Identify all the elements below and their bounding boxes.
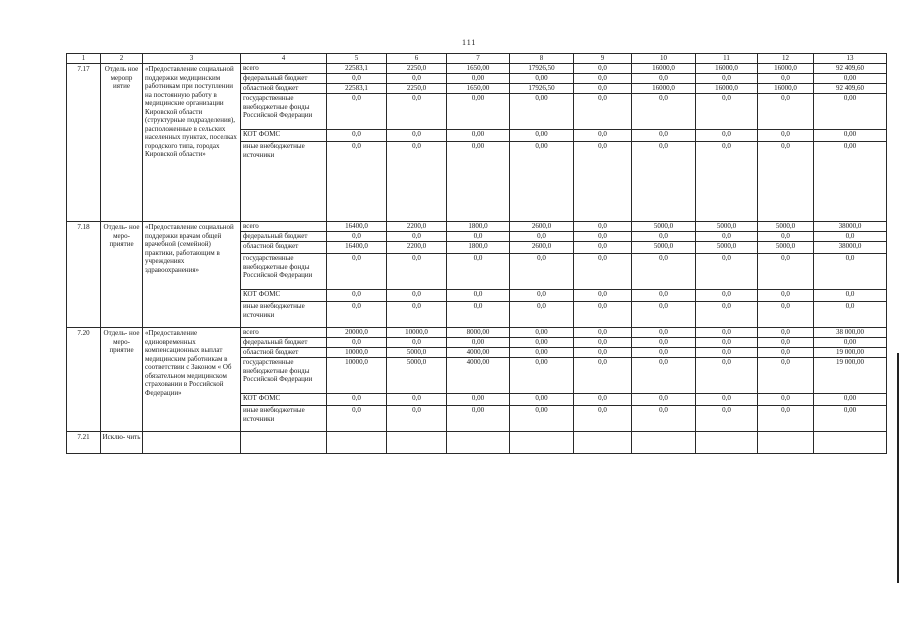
amount-cell: 0,00 [447,394,510,406]
amount-cell: 5000,0 [696,242,758,254]
budget-table [66,53,887,454]
amount-cell: 0,0 [696,74,758,84]
empty-cell [143,432,241,454]
amount-cell: 0,0 [696,328,758,338]
header-row [67,54,887,64]
amount-cell: 0,0 [327,74,387,84]
table-row [67,328,887,338]
header-cell: 5 [327,54,387,64]
header-cell: 8 [510,54,574,64]
funding-source: КОТ ФОМС [241,130,327,142]
amount-cell: 0,0 [574,222,632,232]
amount-cell: 2600,0 [510,242,574,254]
empty-cell [632,432,696,454]
funding-source: всего [241,222,327,232]
funding-source: государственные внебюджетные фонды Российской Федерации [241,358,327,394]
amount-cell: 0,0 [632,338,696,348]
amount-cell: 38000,0 [814,242,887,254]
amount-cell: 0,00 [814,394,887,406]
item-name: «Предоставление социальной поддержки врачам общей врачебной (семейной) практики, работающим в учреждениях здравоохранения» [143,222,241,328]
amount-cell: 0,00 [814,130,887,142]
amount-cell: 0,00 [814,74,887,84]
funding-source: федеральный бюджет [241,74,327,84]
amount-cell: 4000,00 [447,348,510,358]
amount-cell: 0,0 [758,130,814,142]
amount-cell: 0,0 [387,394,447,406]
amount-cell: 10000,0 [327,358,387,394]
amount-cell: 0,0 [632,358,696,394]
amount-cell: 5000,0 [758,242,814,254]
funding-source: федеральный бюджет [241,338,327,348]
funding-source: государственные внебюджетные фонды Российской Федерации [241,94,327,130]
amount-cell: 5000,0 [387,358,447,394]
amount-cell: 0,0 [758,290,814,302]
amount-cell: 2200,0 [387,222,447,232]
amount-cell: 0,0 [510,302,574,328]
amount-cell: 0,00 [814,406,887,432]
amount-cell: 0,0 [632,254,696,290]
amount-cell: 0,0 [814,232,887,242]
amount-cell: 0,0 [696,290,758,302]
amount-cell: 0,00 [510,338,574,348]
empty-cell [814,432,887,454]
amount-cell: 0,0 [387,74,447,84]
amount-cell: 4000,00 [447,358,510,394]
header-cell: 1 [67,54,101,64]
amount-cell: 0,0 [387,130,447,142]
item-type: Исклю- чить [101,432,143,454]
amount-cell: 0,0 [327,406,387,432]
amount-cell: 8000,00 [447,328,510,338]
amount-cell: 0,0 [696,406,758,432]
amount-cell: 5000,0 [758,222,814,232]
amount-cell: 0,0 [387,302,447,328]
funding-source: областной бюджет [241,348,327,358]
empty-cell [327,432,387,454]
amount-cell: 0,0 [696,348,758,358]
amount-cell: 0,0 [510,232,574,242]
amount-cell: 0,0 [632,328,696,338]
amount-cell: 5000,0 [387,348,447,358]
amount-cell: 0,00 [510,394,574,406]
empty-cell [574,432,632,454]
amount-cell: 0,0 [574,348,632,358]
amount-cell: 0,0 [632,74,696,84]
table-row [67,432,887,454]
item-number: 7.20 [67,328,101,432]
amount-cell: 16000,0 [758,64,814,74]
amount-cell: 0,0 [574,242,632,254]
amount-cell: 19 000,00 [814,348,887,358]
amount-cell: 16400,0 [327,222,387,232]
amount-cell: 0,0 [632,130,696,142]
amount-cell: 0,0 [327,254,387,290]
amount-cell: 17926,50 [510,64,574,74]
amount-cell: 0,0 [327,130,387,142]
amount-cell: 0,0 [696,338,758,348]
amount-cell: 0,00 [447,406,510,432]
amount-cell: 92 409,60 [814,84,887,94]
amount-cell: 0,0 [574,358,632,394]
amount-cell: 0,00 [510,142,574,222]
amount-cell: 0,00 [447,142,510,222]
amount-cell: 0,0 [696,394,758,406]
amount-cell: 0,0 [632,302,696,328]
funding-source: иные внебюджетные источники [241,302,327,328]
amount-cell: 0,0 [327,394,387,406]
amount-cell: 0,00 [510,328,574,338]
amount-cell: 19 000,00 [814,358,887,394]
amount-cell: 0,0 [574,338,632,348]
funding-source: иные внебюджетные источники [241,406,327,432]
amount-cell: 0,00 [447,94,510,130]
amount-cell: 16000,0 [632,84,696,94]
item-name: «Предоставление единовременных компенсационных выплат медицинским работникам в соответствии с Законом « Об обязательном медицинском страховании в Российской Федерации» [143,328,241,432]
empty-cell [447,432,510,454]
amount-cell: 0,0 [574,254,632,290]
amount-cell: 0,0 [758,394,814,406]
amount-cell: 10000,0 [327,348,387,358]
empty-cell [696,432,758,454]
amount-cell: 0,0 [814,290,887,302]
empty-cell [387,432,447,454]
amount-cell: 0,0 [574,406,632,432]
amount-cell: 0,0 [632,406,696,432]
amount-cell: 0,0 [758,254,814,290]
amount-cell: 2600,0 [510,222,574,232]
amount-cell: 0,00 [814,142,887,222]
amount-cell: 0,00 [814,94,887,130]
amount-cell: 0,0 [758,338,814,348]
header-cell: 4 [241,54,327,64]
item-number: 7.17 [67,64,101,222]
funding-source: областной бюджет [241,242,327,254]
amount-cell: 16000,0 [696,64,758,74]
amount-cell: 0,0 [447,254,510,290]
amount-cell: 0,00 [510,94,574,130]
amount-cell: 0,0 [387,406,447,432]
amount-cell: 0,0 [574,232,632,242]
amount-cell: 38000,0 [814,222,887,232]
amount-cell: 0,0 [696,358,758,394]
amount-cell: 16000,0 [696,84,758,94]
amount-cell: 0,0 [696,302,758,328]
amount-cell: 0,0 [387,338,447,348]
amount-cell: 0,00 [510,348,574,358]
header-cell: 13 [814,54,887,64]
amount-cell: 0,0 [696,142,758,222]
amount-cell: 0,0 [574,290,632,302]
amount-cell: 1800,0 [447,242,510,254]
amount-cell: 0,00 [814,338,887,348]
amount-cell: 20000,0 [327,328,387,338]
amount-cell: 0,0 [574,302,632,328]
amount-cell: 0,0 [447,290,510,302]
amount-cell: 2250,0 [387,84,447,94]
amount-cell: 0,0 [696,254,758,290]
amount-cell: 0,0 [632,394,696,406]
header-cell: 7 [447,54,510,64]
funding-source: государственные внебюджетные фонды Российской Федерации [241,254,327,290]
header-cell: 10 [632,54,696,64]
amount-cell: 0,0 [327,232,387,242]
amount-cell: 0,0 [758,348,814,358]
amount-cell: 0,0 [574,142,632,222]
amount-cell: 22583,1 [327,84,387,94]
amount-cell: 0,0 [447,232,510,242]
amount-cell: 0,0 [758,358,814,394]
amount-cell: 0,0 [632,94,696,130]
amount-cell: 1650,00 [447,64,510,74]
amount-cell: 0,0 [447,302,510,328]
amount-cell: 0,0 [758,142,814,222]
amount-cell: 0,0 [696,130,758,142]
funding-source: всего [241,64,327,74]
amount-cell: 0,00 [510,130,574,142]
amount-cell: 0,00 [447,130,510,142]
amount-cell: 0,0 [387,94,447,130]
amount-cell: 0,00 [510,74,574,84]
empty-cell [758,432,814,454]
amount-cell: 2200,0 [387,242,447,254]
amount-cell: 0,0 [387,254,447,290]
funding-source: иные внебюджетные источники [241,142,327,222]
item-type: Отдель- ное меро- приятие [101,328,143,432]
amount-cell: 0,0 [758,94,814,130]
amount-cell: 0,0 [387,142,447,222]
amount-cell: 0,0 [814,302,887,328]
amount-cell: 2250,0 [387,64,447,74]
amount-cell: 16400,0 [327,242,387,254]
funding-source: всего [241,328,327,338]
header-cell: 12 [758,54,814,64]
amount-cell: 0,0 [574,84,632,94]
header-cell: 3 [143,54,241,64]
header-cell: 11 [696,54,758,64]
empty-cell [241,432,327,454]
header-cell: 6 [387,54,447,64]
amount-cell: 0,0 [574,328,632,338]
amount-cell: 0,00 [510,358,574,394]
funding-source: федеральный бюджет [241,232,327,242]
amount-cell: 0,0 [632,348,696,358]
amount-cell: 0,0 [327,302,387,328]
amount-cell: 0,0 [387,290,447,302]
funding-source: КОТ ФОМС [241,394,327,406]
amount-cell: 0,00 [447,74,510,84]
amount-cell: 92 409,60 [814,64,887,74]
amount-cell: 0,0 [632,232,696,242]
amount-cell: 1800,0 [447,222,510,232]
amount-cell: 0,0 [327,290,387,302]
amount-cell: 0,0 [327,142,387,222]
empty-cell [510,432,574,454]
amount-cell: 0,0 [758,406,814,432]
amount-cell: 0,0 [758,302,814,328]
amount-cell: 10000,0 [387,328,447,338]
amount-cell: 5000,0 [632,222,696,232]
amount-cell: 0,0 [758,232,814,242]
amount-cell: 0,0 [327,338,387,348]
amount-cell: 0,0 [632,290,696,302]
funding-source: областной бюджет [241,84,327,94]
amount-cell: 0,0 [510,254,574,290]
table-row [67,222,887,232]
amount-cell: 0,0 [574,394,632,406]
item-number: 7.18 [67,222,101,328]
amount-cell: 16000,0 [758,84,814,94]
header-cell: 9 [574,54,632,64]
amount-cell: 0,0 [814,254,887,290]
amount-cell: 22583,1 [327,64,387,74]
amount-cell: 0,0 [696,232,758,242]
page-number: 111 [462,38,477,47]
amount-cell: 0,0 [574,94,632,130]
amount-cell: 0,0 [758,328,814,338]
amount-cell: 0,0 [696,94,758,130]
amount-cell: 0,0 [574,64,632,74]
funding-source: КОТ ФОМС [241,290,327,302]
amount-cell: 0,00 [447,338,510,348]
item-type: Отдель ное меропр иятие [101,64,143,222]
amount-cell: 5000,0 [632,242,696,254]
amount-cell: 1650,00 [447,84,510,94]
amount-cell: 16000,0 [632,64,696,74]
item-number: 7.21 [67,432,101,454]
amount-cell: 5000,0 [696,222,758,232]
margin-line [897,353,899,583]
amount-cell: 17926,50 [510,84,574,94]
amount-cell: 0,0 [758,74,814,84]
amount-cell: 0,0 [327,94,387,130]
header-cell: 2 [101,54,143,64]
amount-cell: 0,0 [574,130,632,142]
amount-cell: 0,0 [574,74,632,84]
item-type: Отдель- ное меро- приятие [101,222,143,328]
amount-cell: 0,0 [510,290,574,302]
amount-cell: 0,00 [510,406,574,432]
amount-cell: 38 000,00 [814,328,887,338]
item-name: «Предоставление социальной поддержки медицинским работникам при поступлении на постоянную работу в медицинские организации Кировской области (структурные подразделения), расположенные в сельских населенных пунктах, поселках городского типа, городах Кировской области» [143,64,241,222]
amount-cell: 0,0 [387,232,447,242]
table-row [67,64,887,74]
amount-cell: 0,0 [632,142,696,222]
